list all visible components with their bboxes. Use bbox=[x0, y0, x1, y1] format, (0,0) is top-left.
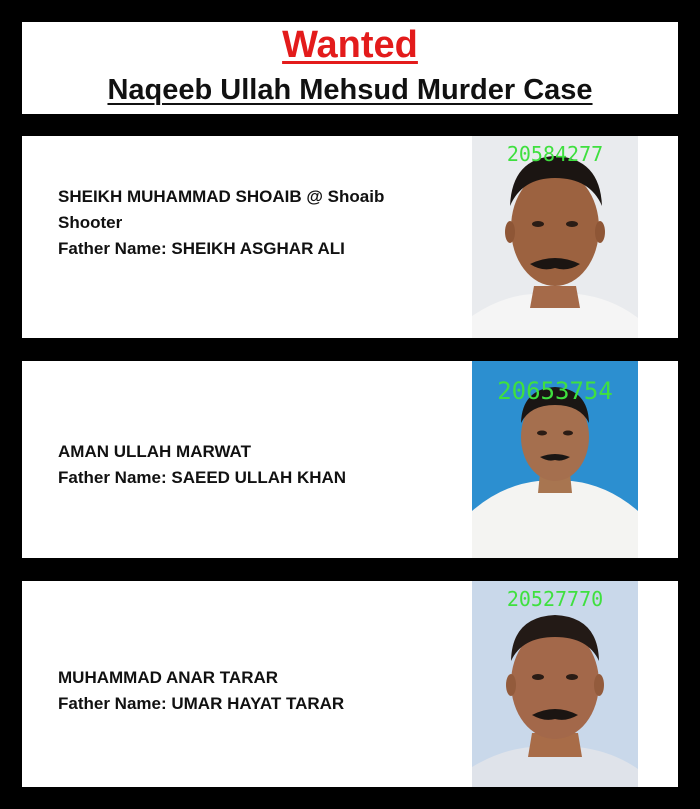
suspect-photo-1 bbox=[472, 136, 638, 338]
wanted-header bbox=[22, 22, 678, 114]
suspect-card-1 bbox=[22, 136, 678, 338]
portrait-icon bbox=[472, 136, 638, 338]
suspect-father-2: Father Name: SAEED ULLAH KHAN bbox=[58, 468, 347, 487]
case-title: Naqeeb Ullah Mehsud Murder Case bbox=[107, 74, 593, 106]
suspect-card-3 bbox=[22, 581, 678, 787]
suspect-name-1: SHEIKH MUHAMMAD SHOAIB @ Shoaib Shooter bbox=[58, 187, 385, 232]
suspect-card-2 bbox=[22, 361, 678, 558]
photo-id-1: 20584277 bbox=[506, 142, 604, 166]
suspect-info-2 bbox=[58, 439, 438, 491]
suspect-father-1: Father Name: SHEIKH ASGHAR ALI bbox=[58, 239, 345, 258]
photo-id-3: 20527770 bbox=[506, 587, 604, 611]
wanted-title: Wanted bbox=[282, 24, 418, 66]
suspect-info-1 bbox=[58, 184, 438, 262]
portrait-icon bbox=[472, 581, 638, 787]
suspect-info-3 bbox=[58, 665, 438, 717]
suspect-photo-3 bbox=[472, 581, 638, 787]
suspect-name-3: MUHAMMAD ANAR TARAR bbox=[58, 668, 279, 687]
suspect-name-2: AMAN ULLAH MARWAT bbox=[58, 442, 251, 461]
suspect-photo-2 bbox=[472, 361, 638, 558]
photo-id-2: 20653754 bbox=[497, 377, 613, 405]
suspect-father-3: Father Name: UMAR HAYAT TARAR bbox=[58, 694, 345, 713]
